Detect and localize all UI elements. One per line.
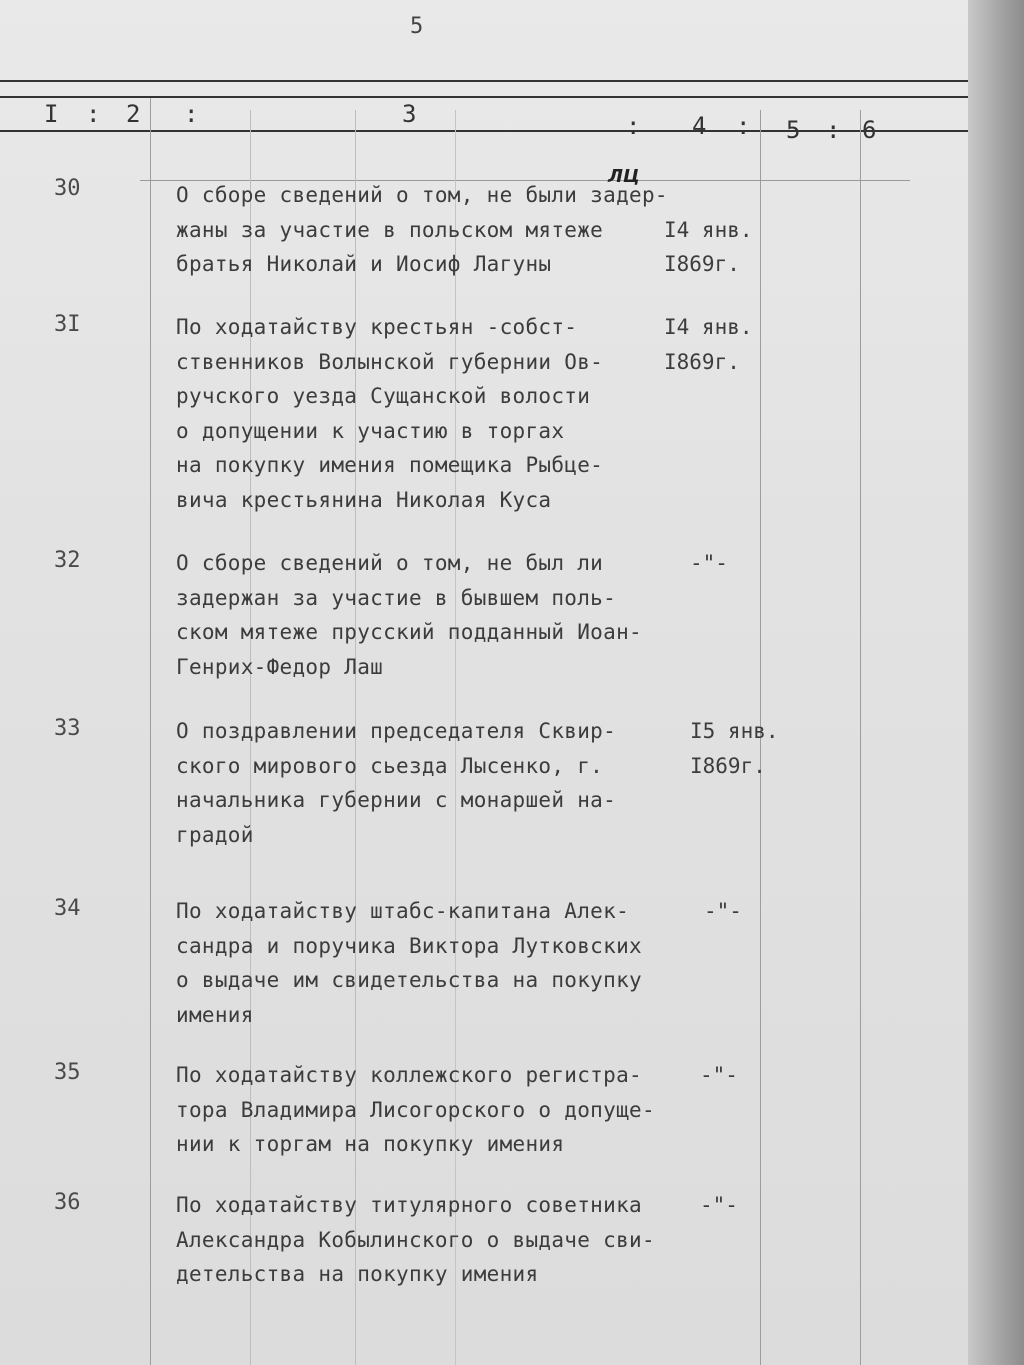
entry-number: 35 — [54, 1060, 81, 1085]
entry-number: 34 — [54, 896, 81, 921]
column-separator: : — [86, 100, 101, 128]
entry-date: -"- — [700, 1063, 738, 1087]
header-rule-mid — [0, 96, 968, 98]
entry-date: -"- — [690, 551, 728, 575]
column-number: 4 — [692, 112, 707, 140]
handwritten-note: ЛЦ — [608, 166, 640, 187]
entry-number: 32 — [54, 548, 81, 573]
column-number: 3 — [402, 100, 417, 128]
entry-title: По ходатайству коллежского регистра- тора Владимира Лисогорского о допуще- нии к торгам на покупку имения — [176, 1063, 655, 1156]
column-divider — [150, 98, 151, 1365]
column-number: I — [44, 100, 59, 128]
entry-title: О сборе сведений о том, не был ли задержан за участие в бывшем поль- ском мятеже прусский подданный Иоан- Генрих-Федор Лаш — [176, 551, 642, 679]
next-page-edge — [968, 0, 1024, 1365]
entry-title: По ходатайству титулярного советника Александра Кобылинского о выдаче сви- детельства на покупку имения — [176, 1193, 655, 1286]
column-separator: : — [184, 100, 199, 128]
entry-title: По ходатайству штабс-капитана Алек- сандра и поручика Виктора Лутковских о выдаче им свидетельства на покупку имения — [176, 899, 642, 1027]
column-divider — [860, 110, 861, 1365]
entry-title: По ходатайству крестьян -собст- ственников Волынской губернии Ов- ручского уезда Сущанской волости о допущении к участию в торгах на покупку имения помещика Рыбце- вича крестьянина Николая Куса — [176, 315, 604, 512]
page-number: 5 — [410, 14, 424, 39]
entry-number: 30 — [54, 176, 81, 201]
entry-date: I4 янв. I869г. — [664, 217, 753, 276]
header-rule-top — [0, 80, 968, 82]
column-number: 6 — [862, 116, 877, 144]
entry-date: -"- — [704, 899, 742, 923]
entry-date: I4 янв. I869г. — [664, 315, 753, 374]
entry-date: -"- — [700, 1193, 738, 1217]
entry-title: О сборе сведений о том, не были задер- жаны за участие в польском мятеже братья Николай и Иосиф Лагуны — [176, 183, 668, 276]
column-separator: : — [626, 112, 641, 140]
column-number: 5 — [786, 116, 801, 144]
entry-number: 36 — [54, 1190, 81, 1215]
header-rule-bottom — [0, 130, 968, 132]
entry-title: О поздравлении председателя Сквир- ского мирового сьезда Лысенко, г. начальника губернии с монаршей на- градой — [176, 719, 617, 847]
entry-number: 3I — [54, 312, 81, 337]
entry-date: I5 янв. I869г. — [690, 719, 779, 778]
column-number: 2 — [126, 100, 141, 128]
column-separator: : — [826, 116, 841, 144]
column-separator: : — [736, 112, 751, 140]
entry-number: 33 — [54, 716, 81, 741]
